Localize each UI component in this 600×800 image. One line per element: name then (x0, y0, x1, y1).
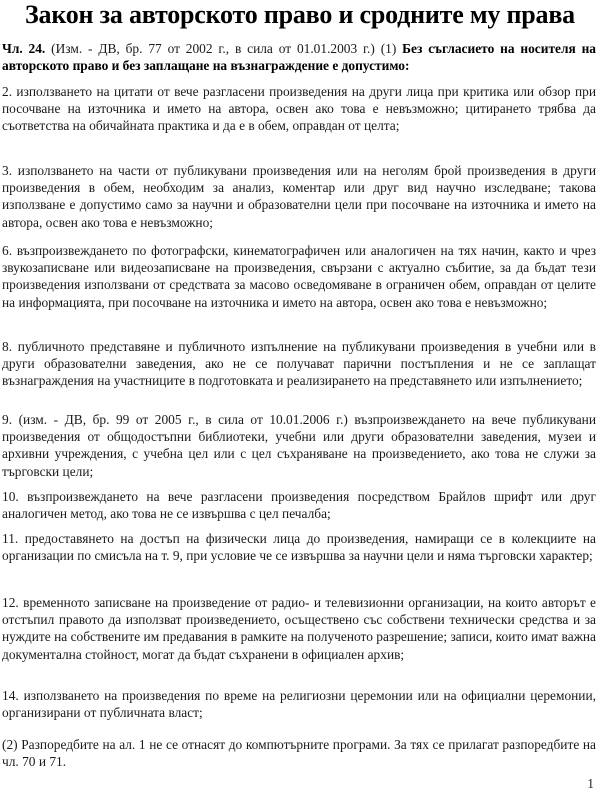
list-item: 14. използването на произведения по време на религиозни церемонии или на официални церемонии, организирани от публичната власт; (2, 688, 596, 721)
article-label: Чл. 24. (2, 41, 46, 56)
article-lead: Без съгласието на носителя на авторското право и без заплащане на възнаграждение е допустимо: (2, 41, 596, 74)
document-title: Закон за авторското право и сродните му права (25, 0, 575, 29)
article-intro (2, 40, 596, 74)
list-item: 2. използването на цитати от вече разгласени произведения на други лица при критика или обзор при посочване на източника и името на автора, освен ако това е невъзможно; цитирането трябва да съответства на обичайната практика и да е в обем, оправдан от целта; (2, 84, 596, 134)
list-item: 8. публичното представяне и публичното изпълнение на публикувани произведения в учебни или в други образователни заведения, ако не се получават парични постъпления и не се заплащат възнаграждения на участниците в подготовката и реализирането на представянето или изпълнението; (2, 339, 596, 389)
page-number: 1 (587, 776, 594, 791)
list-item: 10. възпроизвеждането на вече разгласени произведения посредством Брайлов шрифт или друг аналогичен метод, ако това не се извършва с цел печалба; (2, 489, 596, 522)
list-item: 11. предоставянето на достъп на физически лица до произведения, намиращи се в колекциите на организации по смисъла на т. 9, при условие че се извършва за научни цели и няма търговски характер; (2, 531, 596, 564)
list-item: 6. възпроизвеждането по фотографски, кинематографичен или аналогичен на тях начин, както и чрез звукозаписване или видеозаписване на произведения, свързани с актуално събитие, за да бъдат тези произведения използвани от средствата за масово осведомяване в ограничен обем, оправдан от целите на информацията, при посочване на източника и името на автора, освен ако това е невъзможно; (2, 243, 596, 310)
article-amendment: (Изм. - ДВ, бр. 77 от 2002 г., в сила от 01.01.2003 г.) (1) (51, 41, 397, 56)
paragraph-2: (2) Разпоредбите на ал. 1 не се отнасят до компютърните програми. За тях се прилагат разпоредбите на чл. 70 и 71. (2, 737, 596, 770)
list-item: 9. (изм. - ДВ, бр. 99 от 2005 г., в сила от 10.01.2006 г.) възпроизвеждането на вече публикувани произведения от общодостъпни библиотеки, учебни или други образователни заведения, музеи и архивни учреждения, с учебна цел или с цел съхраняване на произведението, ако това не служи за търговски цели; (2, 412, 596, 479)
list-item: 3. използването на части от публикувани произведения или на неголям брой произведения в други произведения в обем, необходим за анализ, коментар или друг вид научно изследване; такова използване е допустимо само за научни и образователни цели при посочване на източника и името на автора, освен ако това е невъзможно; (2, 163, 596, 230)
list-item: 12. временното записване на произведение от радио- и телевизионни организации, на които авторът е отстъпил правото да използват произведението, осъществено със собствени технически средства и за нуждите на собствените им предавания в рамките на полученото разрешение; записи, които имат важна документална стойност, могат да бъдат съхранени в официален архив; (2, 595, 596, 662)
